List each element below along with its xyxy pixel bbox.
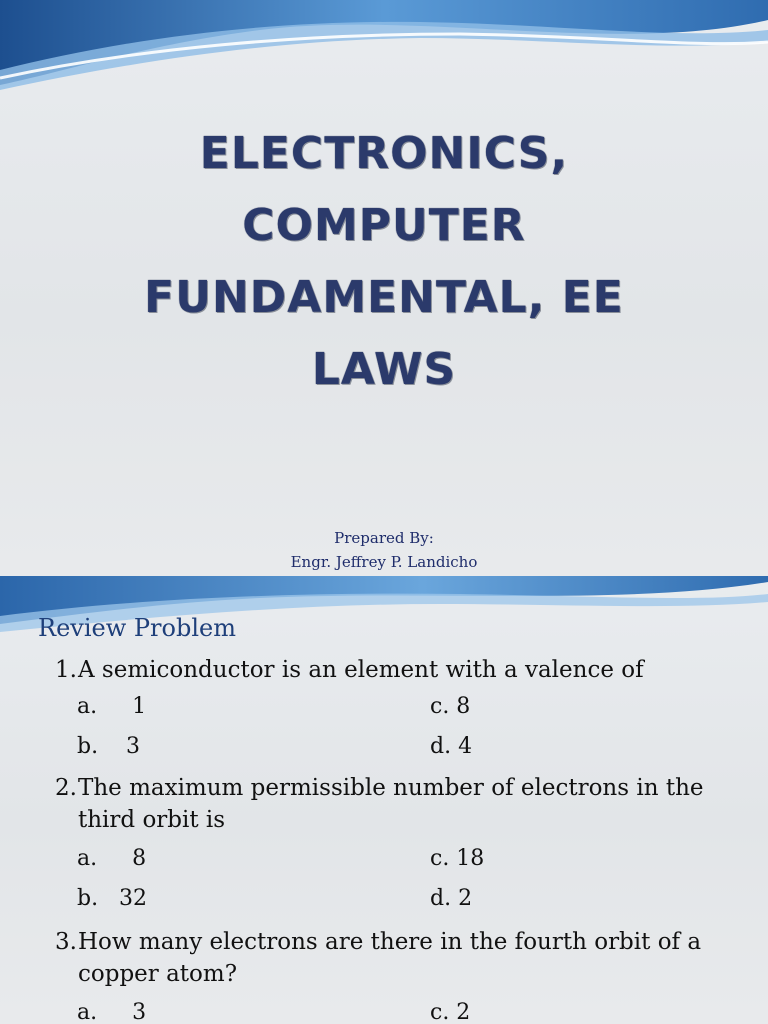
question-3-number: 3. [55,929,77,955]
presentation-title [0,118,768,406]
option-d: d. 2 [430,886,473,911]
slide-heading: Review Problem [38,614,236,642]
option-a: a. 3 [77,1000,147,1024]
title-line: COMPUTER [242,200,526,251]
title-line: FUNDAMENTAL, EE [144,272,624,323]
question-2-text: third orbit is [78,807,226,833]
question-1-number: 1. [55,657,77,683]
title-line: ELECTRONICS, [199,128,569,179]
header-wave-decoration [0,0,768,110]
author-block [0,526,768,574]
option-a: a. 1 [77,694,147,719]
question-3-text: copper atom? [78,961,238,987]
question-1-text: A semiconductor is an element with a valence of [78,657,644,683]
option-b: b. 32 [77,886,148,911]
option-c: c. 8 [430,694,471,719]
option-a: a. 8 [77,846,147,871]
title-line: LAWS [311,344,457,395]
option-c: c. 2 [430,1000,471,1024]
option-b: b. 3 [77,734,141,759]
question-2-text: The maximum permissible number of electrons in the [78,775,704,801]
question-2-number: 2. [55,775,77,801]
option-c: c. 18 [430,846,485,871]
question-3-text: How many electrons are there in the fourth orbit of a [78,929,702,955]
author-name: Engr. Jeffrey P. Landicho [290,553,478,571]
option-d: d. 4 [430,734,473,759]
review-slide [0,576,768,1024]
prepared-by-label: Prepared By: [334,529,434,547]
